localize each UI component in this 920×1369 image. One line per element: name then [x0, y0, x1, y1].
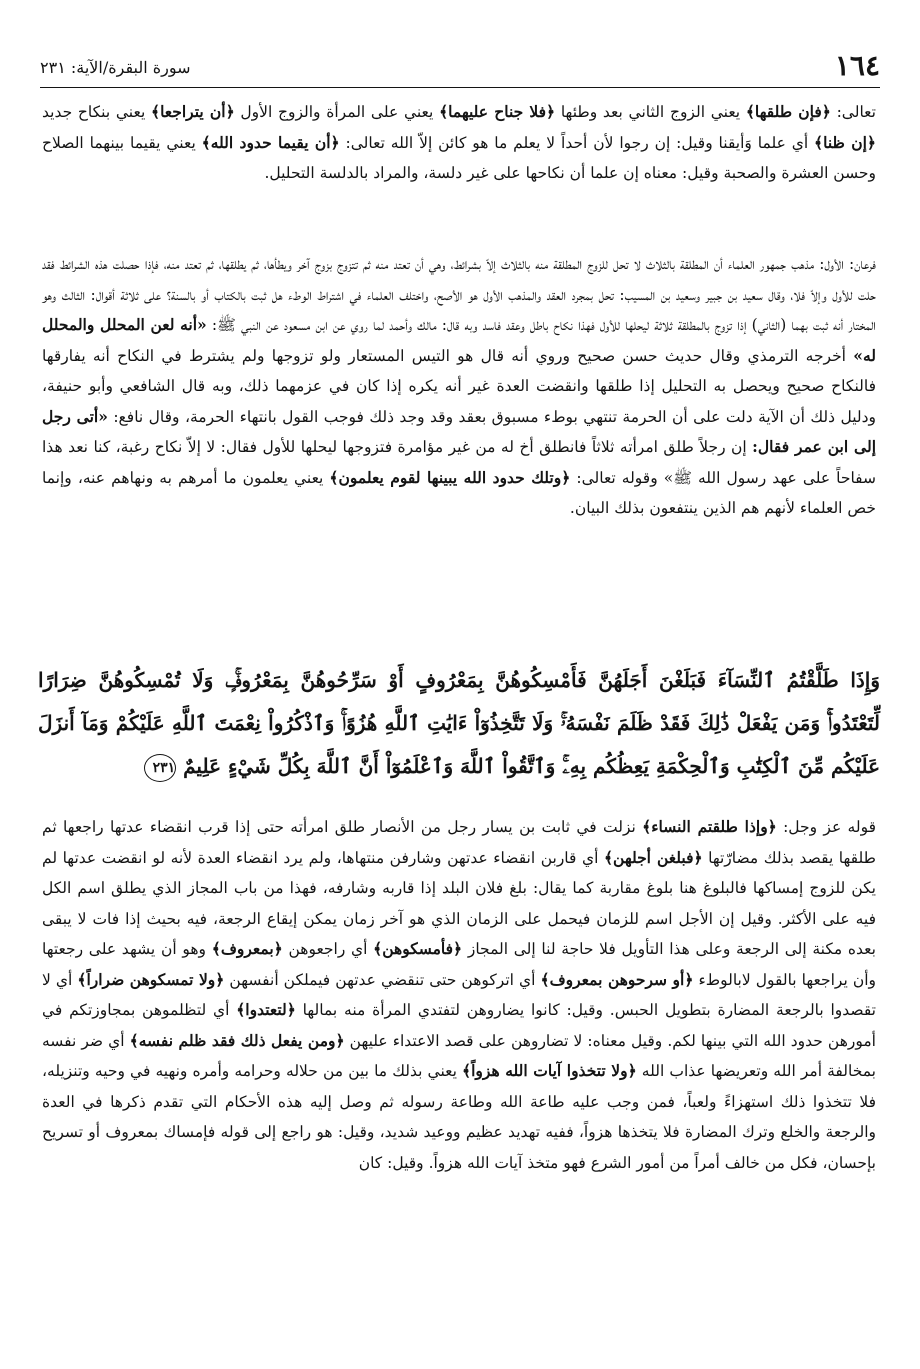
quran-quote: ﴿فلا جناح عليهما﴾: [439, 102, 556, 121]
quran-quote: ﴿وإذا طلقتم النساء﴾: [642, 817, 777, 836]
page-header: [40, 44, 880, 84]
quran-verse-block: [38, 659, 880, 788]
commentary-paragraph-1: تعالى: ﴿فإن طلقها﴾ يعني الزوج الثاني بعد وطئها ﴿فلا جناح عليهما﴾ يعني على المرأة والزوج الأول ﴿أن يتراجعا﴾ يعني بنكاح جديد ﴿إن ظنا﴾ أي علما وَأيقنا وقيل: إن رجوا لأن أحداً لا يعلم ما هو كائن إلاّ الله تعالى: ﴿أن يقيما حدود الله﴾ يعني يقيما بينهما الصلاح وحسن العشرة والصحبة وقيل: معناه إن علما أن نكاحها على غير دلسة، والمراد بالدلسة التحليل.: [42, 102, 876, 182]
quran-quote: ﴿ولا تتخذوا آيات الله هزواً﴾: [462, 1061, 637, 1080]
quran-quote: ﴿فبلغن أجلهن﴾: [603, 847, 703, 867]
hadith-quote: «أنه لعن المحلل والمحلل له»: [42, 315, 876, 365]
quran-quote: ﴿لتعتدوا﴾: [236, 1000, 296, 1019]
header-rule: [40, 87, 880, 88]
commentary-paragraph-2: فرعان: الأول: مذهب جمهور العلماء أن المطلقة بالثلاث لا تحل للزوج المطلقة منه بالثلاث إلاّ بشرائط، وهي أن تعتد منه ثم تتزوج بزوج آخر ويطأها، ثم يطلقها، ثم تعتد منه، فإذا حصلت هذه الشرائط فقد حلت للأول وإلاّ فلا، وقال سعيد بن جبير وسعيد بن المسيب: تحل بمجرد العقد والمذهب الأول هو الأصح، واختلف العلماء في اشتراط الوطء هل ثبت بالكتاب أو بالسنة؟ على ثلاثة أقوال: الثالث وهو المختار أنه ثبت بهما (الثاني) إذا تزوج بالمطلقة ثلاثة ليحلها للأول فهذا نكاح باطل وعقد فاسد وبه قال: مالك وأحمد لما روي عن ابن مسعود عن النبي ﷺ: «أنه لعن المحلل والمحلل له» أخرجه الترمذي وقال حديث حسن صحيح وروي أنه قال هو التيس المستعار ولو تزوجها ولم يشترط في النكاح أنه يفارقها فالنكاح صحيح ويحصل به التحليل إذا طلقها وانقضت العدة غير أنه يكره إذا كان في عزمهما ذلك، وبه قال الشافعي وأبو حنيفة، ودليل ذلك أن الآية دلت على أن الحرمة تنتهي بوطء مسبوق بعقد وقد وجد ذلك فوجب القول بانتهاء الحرمة، وقال نافع: «أتى رجل إلى ابن عمر فقال: إن رجلاً طلق امرأته ثلاثاً فانطلق أخ له من غير مؤامرة فتزوجها ليحلها للأول فقال: لا إلاّ نكاح رغبة، كنا نعد هذا سفاحاً على عهد رسول الله ﷺ» وقوله تعالى: ﴿وتلك حدود الله يبينها لقوم يعلمون﴾ يعني يعلمون ما أمرهم به ونهاهم عنه، وإنما خص العلماء لأنهم هم الذين ينتفعون بذلك البيان.: [42, 255, 877, 517]
quran-quote: ﴿بمعروف﴾: [211, 939, 283, 958]
quran-quote: ﴿أو سرحوهن بمعروف﴾: [540, 969, 694, 989]
quran-verse-text: وَإِذَا طَلَّقْتُمُ ٱلنِّسَآءَ فَبَلَغْنَ أَجَلَهُنَّ فَأَمْسِكُوهُنَّ بِمَعْرُوفٍ أَوْ سَرِّحُوهُنَّ بِمَعْرُوفٍۚ وَلَا تُمْسِكُوهُنَّ ضِرَارًا لِّتَعْتَدُواْۚ وَمَن يَفْعَلْ ذَٰلِكَ فَقَدْ ظَلَمَ نَفْسَهُۥۚ وَلَا تَتَّخِذُوٓاْ ءَايَٰتِ ٱللَّهِ هُزُوًاۚ وَٱذْكُرُواْ نِعْمَتَ ٱللَّهِ عَلَيْكُمْ وَمَآ أَنزَلَ عَلَيْكُم مِّنَ ٱلْكِتَٰبِ وَٱلْحِكْمَةِ يَعِظُكُم بِهِۦۚ وَٱتَّقُواْ ٱللَّهَ وَٱعْلَمُوٓاْ أَنَّ ٱللَّهَ بِكُلِّ شَيْءٍ عَلِيمٌ: [38, 668, 880, 778]
running-title: سورة البقرة/الآية: ٢٣١: [40, 58, 191, 77]
commentary-paragraph-3: قوله عز وجل: ﴿وإذا طلقتم النساء﴾ نزلت في ثابت بن يسار رجل من الأنصار طلق امرأته حتى إذا قرب انقضاء عدتها راجعها ثم طلقها يقصد بذلك مضارّتها ﴿فبلغن أجلهن﴾ أي قاربن انقضاء عدتهن وشارفن منتهاها، ولم يرد انقضاء العدة لأنه لو انقضت عدتها لم يكن للزوج إمساكها فالبلوغ هنا بلوغ مقاربة كما يقال: بلغ فلان البلد إذا قاربه وشارفه، فهذا من باب المجاز الذي يطلق اسم الكل فيه على الأكثر. وقيل إن الأجل اسم للزمان فيحمل على الزمان الذي هو آخر زمان يمكن إيقاع الرجعة، فيه بحيث إذا فات لا يبقى بعده مكنة إلى الرجعة وعلى هذا التأويل فلا حاجة لنا إلى المجاز ﴿فأمسكوهن﴾ أي راجعوهن ﴿بمعروف﴾ وهو أن يشهد على رجعتها وأن يراجعها بالقول لابالوطء ﴿أو سرحوهن بمعروف﴾ أي اتركوهن حتى تنقضي عدتهن فيملكن أنفسهن ﴿ولا تمسكوهن ضراراً﴾ أي لا تقصدوا بالرجعة المضارة بتطويل الحبس. وقيل: كانوا يضاروهن لتفتدي المرأة منه بمالها ﴿لتعتدوا﴾ أي لتظلموهن بمجاوزتكم في أمورهن حدود الله التي بينها لكم. وقيل معناه: لا تضاروهن على قصد الاعتداء عليهن ﴿ومن يفعل ذلك فقد ظلم نفسه﴾ أي ضر نفسه بمخالفة أمر الله وتعريضها عذاب الله ﴿ولا تتخذوا آيات الله هزواً﴾ يعني بذلك ما بين من حلاله وحرامه وأمره ونهيه في وحيه وتنزيله، فلا تتخذوا ذلك استهزاءً ولعباً، فمن وجب عليه طاعة الله وطاعة رسوله ثم وصل إليه هذه الأحكام التي تقدم ذكرها في العدة والرجعة والخلع وترك المضارة فلا يتخذها هزواً، ففيه تهديد عظيم ووعيد شديد، وقيل: هو راجع إلى قوله فإمساك بمعروف أو تسريح بإحسان، فكل من خالف أمراً من أمور الشرع فهو متخذ آيات الله هزواً. وقيل: كان: [42, 817, 876, 1172]
quran-quote: ﴿ولا تمسكوهن ضراراً﴾: [77, 969, 225, 989]
quran-quote: ﴿ومن يفعل ذلك فقد ظلم نفسه﴾: [129, 1030, 345, 1050]
quran-quote: ﴿إن ظنا﴾: [814, 132, 876, 152]
ayah-number-marker: ٢٣١: [144, 754, 176, 782]
quran-quote: ﴿فإن طلقها﴾: [745, 102, 831, 121]
hadith-quote: «أتى رجل إلى ابن عمر فقال:: [42, 406, 877, 456]
page-number: ١٦٤: [834, 49, 880, 82]
quran-quote: ﴿أن يتراجعا﴾: [150, 102, 235, 121]
quran-quote: ﴿فأمسكوهن﴾: [373, 939, 463, 958]
quran-quote: ﴿أن يقيما حدود الله﴾: [201, 132, 340, 152]
quran-quote: ﴿وتلك حدود الله يبينها لقوم يعلمون﴾: [329, 467, 571, 487]
